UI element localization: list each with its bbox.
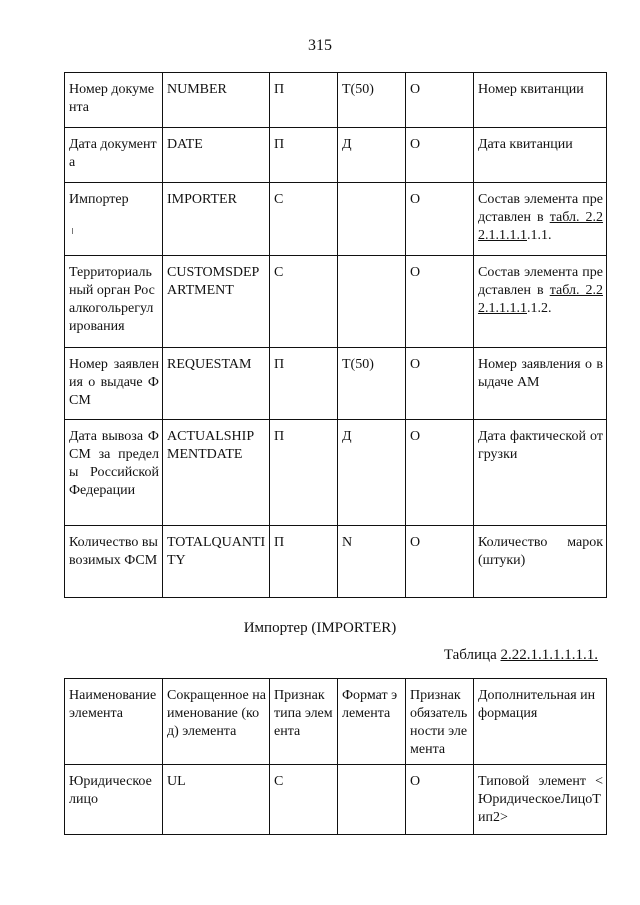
element-format: Т(50) bbox=[338, 348, 406, 420]
element-code: REQUESTAM bbox=[163, 348, 270, 420]
element-name: Импортер bbox=[65, 183, 163, 256]
element-required: О bbox=[406, 256, 474, 348]
element-name: Дата документа bbox=[65, 128, 163, 183]
table-caption-number: 2.22.1.1.1.1.1.1. bbox=[500, 647, 598, 663]
element-code: TOTALQUANTITY bbox=[163, 526, 270, 598]
element-format: Т(50) bbox=[338, 73, 406, 128]
element-info bbox=[474, 73, 607, 128]
element-code: IMPORTER bbox=[163, 183, 270, 256]
element-required: О bbox=[406, 128, 474, 183]
table-caption bbox=[444, 647, 598, 664]
element-code: CUSTOMSDEPARTMENT bbox=[163, 256, 270, 348]
table-row bbox=[65, 348, 607, 420]
element-type: П bbox=[270, 73, 338, 128]
element-format bbox=[338, 765, 406, 835]
page-number: 315 bbox=[308, 37, 332, 54]
table-row bbox=[65, 128, 607, 183]
element-format: Д bbox=[338, 420, 406, 526]
info-link: табл. 2.22.1.1.1.1 bbox=[478, 210, 604, 243]
element-code: ACTUALSHIPMENTDATE bbox=[163, 420, 270, 526]
info-tail: .1.2. bbox=[527, 301, 552, 316]
header-code: Сокращенное наименование (код) элемента bbox=[163, 679, 270, 765]
element-info bbox=[474, 526, 607, 598]
element-type: П bbox=[270, 128, 338, 183]
element-code: UL bbox=[163, 765, 270, 835]
table-header-row bbox=[65, 679, 607, 765]
element-name: Территориальный орган Росалкогольрегулирования bbox=[65, 256, 163, 348]
info-text: Дата фактической отгрузки bbox=[478, 429, 603, 462]
element-required: О bbox=[406, 420, 474, 526]
element-required: О bbox=[406, 73, 474, 128]
table-row bbox=[65, 526, 607, 598]
info-text: Количество марок (штуки) bbox=[478, 535, 603, 568]
elements-table bbox=[64, 72, 607, 598]
scan-mark bbox=[72, 228, 73, 234]
info-text: Состав элемента представлен в bbox=[478, 265, 603, 298]
element-required: О bbox=[406, 526, 474, 598]
element-info bbox=[474, 183, 607, 256]
info-tail: .1.1. bbox=[527, 228, 552, 243]
element-name: Номер документа bbox=[65, 73, 163, 128]
element-required: О bbox=[406, 183, 474, 256]
element-type: П bbox=[270, 526, 338, 598]
table-row bbox=[65, 765, 607, 835]
element-name: Юридическое лицо bbox=[65, 765, 163, 835]
element-required: О bbox=[406, 348, 474, 420]
header-info: Дополнительная информация bbox=[474, 679, 607, 765]
info-link: табл. 2.22.1.1.1.1 bbox=[478, 283, 604, 316]
element-type: С bbox=[270, 256, 338, 348]
element-info bbox=[474, 128, 607, 183]
header-format: Формат элемента bbox=[338, 679, 406, 765]
element-name: Дата вывоза ФСМ за пределы Российской Федерации bbox=[65, 420, 163, 526]
element-type: С bbox=[270, 765, 338, 835]
element-required: О bbox=[406, 765, 474, 835]
element-name: Номер заявления о выдаче ФСМ bbox=[65, 348, 163, 420]
element-info bbox=[474, 348, 607, 420]
element-name: Количество вывозимых ФСМ bbox=[65, 526, 163, 598]
table-caption-prefix: Таблица bbox=[443, 647, 501, 663]
header-type: Признак типа элемента bbox=[270, 679, 338, 765]
element-type: С bbox=[270, 183, 338, 256]
info-text: Состав элемента представлен в bbox=[478, 192, 603, 225]
table-row bbox=[65, 420, 607, 526]
header-required: Признак обязательности элемента bbox=[406, 679, 474, 765]
element-info bbox=[474, 256, 607, 348]
info-text: Номер квитанции bbox=[478, 82, 584, 97]
info-text: Дата квитанции bbox=[478, 137, 573, 152]
section-title: Импортер (IMPORTER) bbox=[243, 620, 397, 636]
element-info: Типовой элемент <ЮридическоеЛицоТип2> bbox=[474, 765, 607, 835]
element-type: П bbox=[270, 420, 338, 526]
element-code: DATE bbox=[163, 128, 270, 183]
table-row bbox=[65, 256, 607, 348]
info-text: Номер заявления о выдаче АМ bbox=[478, 357, 603, 390]
table-row bbox=[65, 73, 607, 128]
element-format bbox=[338, 256, 406, 348]
element-format bbox=[338, 183, 406, 256]
element-code: NUMBER bbox=[163, 73, 270, 128]
element-info bbox=[474, 420, 607, 526]
importer-table bbox=[64, 678, 607, 835]
element-type: П bbox=[270, 348, 338, 420]
element-format: N bbox=[338, 526, 406, 598]
element-format: Д bbox=[338, 128, 406, 183]
table-row bbox=[65, 183, 607, 256]
header-name: Наименование элемента bbox=[65, 679, 163, 765]
